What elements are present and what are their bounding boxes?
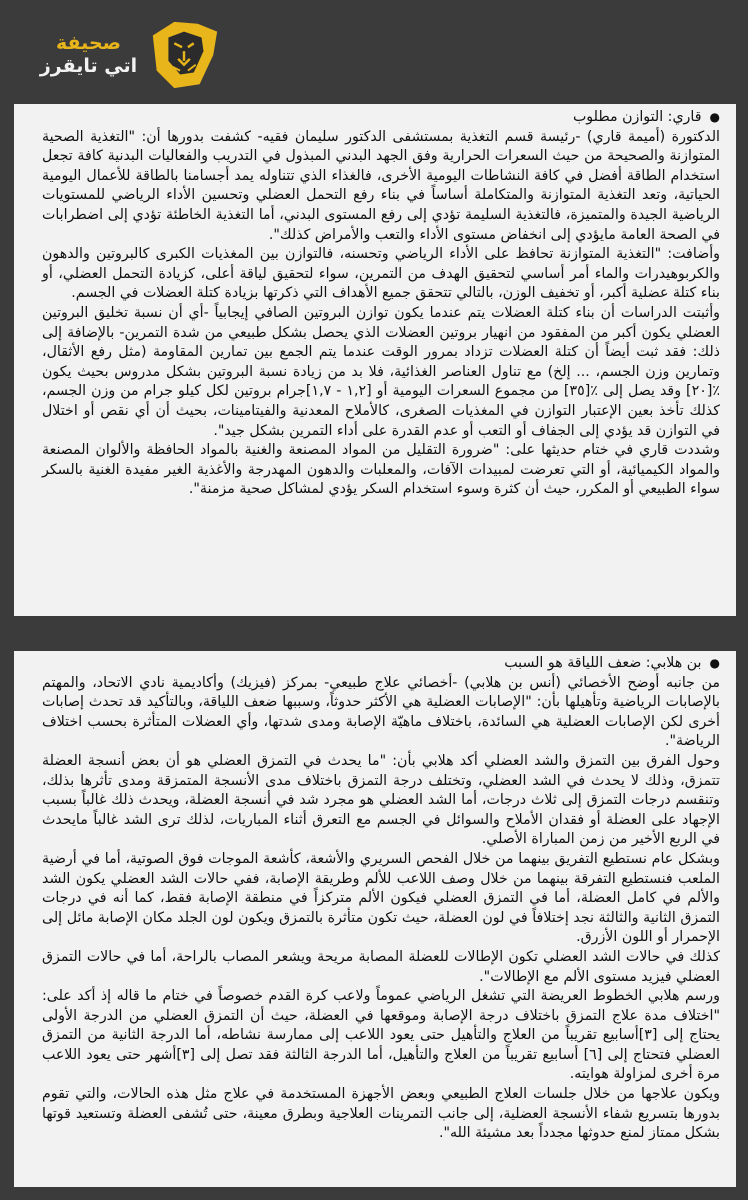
paragraph: من جانبه أوضح الأخصائي (أنس بن هلابي) -أخصائي علاج طبيعي- بمركز (فيزيك) وأكاديمية نادي الاتحاد، والمهتم بالإصابات الرياضية وتأهيلها بأن: "الإصابات العضلية هي الأكثر حدوثاً، وسببها ضعف اللياقة، وبالتأكيد قد تحدث إصابات أخرى لكن الإصابات العضلية هي السائدة، باختلاف ماهيّة الإصابة ومدى شدتها، وأي العضلات المتأثرة بحسب اختلاف الرياضة". (42, 674, 720, 750)
section-heading-text: قاري: التوازن مطلوب (572, 109, 702, 125)
paragraph: ويكون علاجها من خلال جلسات العلاج الطبيعي وبعض الأجهزة المستخدمة في علاج مثل هذه الحالات، والتي تقوم بدورها بتسريع شفاء الأنسجة العضلية، إلى جانب التمرينات العلاجية وبطرق معينة، حتى تُشفى العضلة وتستعيد قوتها بشكل ممتاز لمنع حدوثها مجدداً بعد مشيئة الله". (42, 1086, 720, 1142)
logo-line-1: صحيفة (55, 32, 121, 55)
paragraph: وبشكل عام نستطيع التفريق بينهما من خلال الفحص السريري والأشعة، كأشعة الموجات فوق الصوتية، أما في أرضية الملعب فنستطيع التفرقة بينهما من خلال وصف اللاعب للألم وطريقة الإصابة، ففي حالات الشد العضلي يكون الشد والألم في كامل العضلة، أما في التمزق العضلي فيكون الألم متركزاً في منطقة الإصابة فقط، كما أنه في درجات التمزق الثانية والثالثة نجد إختلافاً في لون العضلة، حيث تكون متأثرة بالتمزق ويكون لون الجلد مكان الإصابة مائل إلى الإحمرار أو اللون الأزرق. (42, 850, 720, 946)
bullet-icon: ● (709, 110, 720, 124)
section-heading-text: بن هلابي: ضعف اللياقة هو السبب (504, 655, 702, 671)
article-section-1 (14, 104, 736, 616)
logo-text (36, 32, 141, 78)
paragraph: وحول الفرق بين التمزق والشد العضلي أكد هلابي بأن: "ما يحدث في التمزق العضلي هو أن بعض أنسجة العضلة تتمزق، وذلك لا يحدث في الشد العضلي، وتختلف درجة التمزق باختلاف مدى الأنسجة المتمزقة ومدى تأثرها بذلك، وتنقسم درجات التمزق إلى ثلاث درجات، أما الشد العضلي هو مجرد شد في أنسجة العضلة، ويحدث ذلك غالباً بسبب الإجهاد على العضلة أو فقدان الأملاح والسوائل في الجسم مع التعرق أثناء المباريات، لذلك ترى الشد غالباً مايحدث في الربع الأخير من زمن المباراة الأصلي. (42, 752, 720, 848)
section-heading (42, 654, 720, 674)
article-section-2 (14, 651, 736, 1187)
newspaper-logo (36, 10, 226, 100)
paragraph: وأثبتت الدراسات أن بناء كتلة العضلات يتم عندما يكون توازن البروتين الصافي إيجابياً -أي أن نسبة تخليق البروتين العضلي يكون أكبر من المفقود من انهيار بروتين العضلات الذي يحصل بشكل طبيعي من شدة التمرين- بالإضافة إلى ذلك: فقد ثبت أيضاً أن كتلة العضلات تزداد بمرور الوقت عندما يتم الجمع بين تمارين المقاومة (مثل رفع الأثقال، وتمارين وزن الجسم، ... إلخ) مع تناول العناصر الغذائية، فلا بد من زيادة نسبة البروتين بشكل مدروس بحيث يكون ٪[٢٠] وقد يصل إلى ٪[٣٥] من مجموع السعرات اليومية أو [١,٢ - ١,٧]جرام بروتين لكل كيلو جرام من وزن الجسم، كذلك تأخذ بعين الإعتبار التوازن في المغذيات الصغرى، كالأملاح المعدنية والفيتامينات، بحيث أن أي نقص أو اختلال في التوازن قد يؤدي إلى الجفاف أو التعب أو عدم القدرة على أداء التمرين بشكل جيد". (42, 304, 720, 439)
paragraph: الدكتورة (أميمة قاري) -رئيسة قسم التغذية بمستشفى الدكتور سليمان فقيه- كشفت بدورها أن: "التغذية الصحية المتوازنة والصحيحة من حيث السعرات الحرارية وفق الجهد البدني المبذول في التدريب والفعاليات البدنية كافة تجعل استخدام الطاقة أفضل في كافة النشاطات اليومية الأخرى، فالغذاء الذي تتناوله يمد أجسامنا بالطاقة للأعمال اليومية الحياتية، وتعد التغذية المتوازنة والمتكاملة أساساً في بناء رفع التحمل العضلي وتحسين الأداء الرياضي للمستويات الرياضية الجيدة والمتميزة، فالتغذية السليمة تؤدي إلى رفع المستوى البدني، أما التغذية الخاطئة تؤدي إلى اضطرابات في الصحة العامة مايؤدي إلى انخفاض مستوى الأداء والتعب والأمراض كذلك". (42, 128, 720, 243)
logo-line-2: اتي تايقرز (39, 55, 138, 77)
paragraph: ورسم هلابي الخطوط العريضة التي تشغل الرياضي عموماً ولاعب كرة القدم خصوصاً في ختام ما قاله إذ أكد على: "اختلاف مدة علاج التمزق باختلاف درجة الإصابة وموقعها في العضلة، حيث أن التمزق العضلي من الدرجة الأولى يحتاج إلى [٣]أسابيع تقريباً من العلاج والتأهيل حتى يعود اللاعب إلى ممارسة نشاطه، أما الدرجة الثانية من التمزق العضلي فتحتاج إلى [٦] أسابيع تقريباً من العلاج والتأهيل، أما الدرجة الثالثة فقد تصل إلى [٣]أشهر حتى يعود اللاعب مرة أخرى لمزاولة هوايته. (42, 988, 720, 1083)
bullet-icon: ● (709, 656, 720, 670)
paragraph: كذلك في حالات الشد العضلي تكون الإطالات للعضلة المصابة مريحة ويشعر المصاب بالراحة، أما في حالات التمزق العضلي فيزيد مستوى الألم مع الإطالات". (42, 948, 720, 985)
tiger-head-icon (145, 16, 223, 94)
paragraph: وشددت قاري في ختام حديثها على: "ضرورة التقليل من المواد المصنعة والغنية بالمواد الحافظة والألوان المصنعة والمواد الكيميائية، أو التي تعرضت لمبيدات الآفات، والمعلبات والدهون المهدرجة والأغذية الغير مفيدة الغنية بالسكر سواء الطبيعي أو المكرر، حيث أن كثرة وسوء استخدام السكر يؤدي لمشاكل صحية مزمنة". (42, 442, 720, 498)
section-heading (42, 108, 720, 128)
paragraph: وأضافت: "التغذية المتوازنة تحافظ على الأداء الرياضي وتحسنه، فالتوازن بين المغذيات الكبرى كالبروتين والدهون والكربوهيدرات والماء أمر أساسي لتحقيق الهدف من التمرين، سواء لتحقيق لياقة أعلى، كزيادة التحمل العضلي، أو بناء كتلة عضلية أكبر، أو تخفيف الوزن، بالتالي تتحقق جميع الأهداف التي ذكرتها بزيادة كتلة العضلات في الجسم. (42, 246, 720, 302)
